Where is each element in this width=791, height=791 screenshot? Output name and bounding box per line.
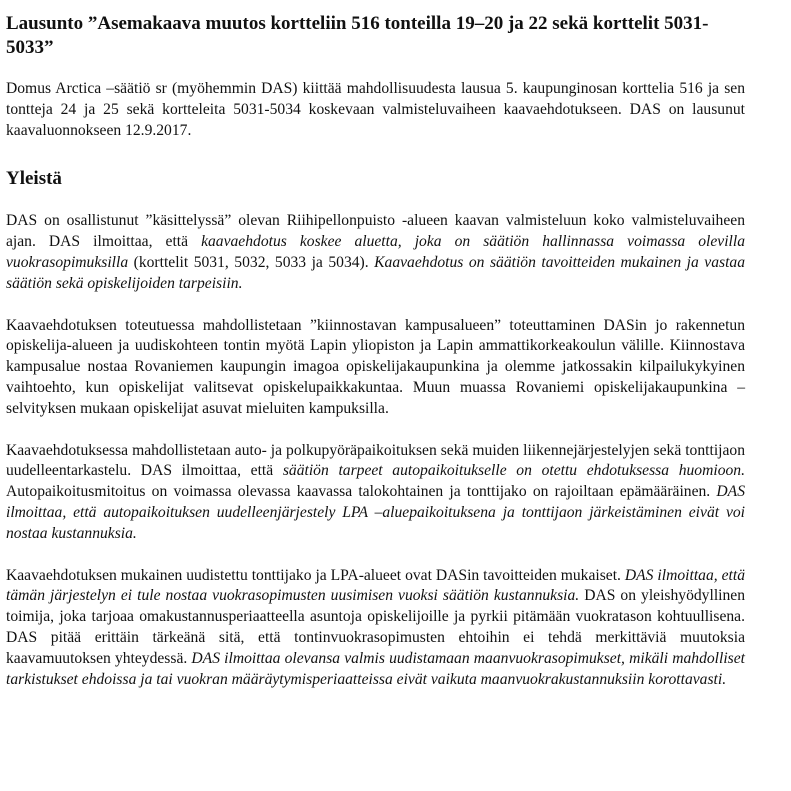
paragraph-4-text-c: DAS on yleishyödyllinen toimija, joka tarjoaa omakustannusperiaatteella asuntoja opiskelijoille ja pyrkii pitämään vuokratason kohtuullisena. DAS pitää erittäin tärkeänä sitä, että tontinvuokrasopimusten ehtoihin ei tehdä merkittäviä muutoksia kaavamuutoksen yhteydessä. [6,587,745,667]
paragraph-3-italic-b: säätiön tarpeet autopaikoitukselle on otettu ehdotuksessa huomioon. [282,462,745,480]
paragraph-1-text-a: DAS on osallistunut ”käsittelyssä” olevan Riihipellonpuisto -alueen kaavan valmisteluun koko valmisteluvaiheen ajan. DAS ilmoittaa, että [6,212,745,251]
paragraph-3-text-c: Autopaikoitusmitoitus on voimassa olevassa kaavassa talokohtainen ja tonttijako on rajoiltaan epämääräinen. [6,483,717,501]
paragraph-3-italic-d: DAS ilmoittaa, että autopaikoituksen uudelleenjärjestely LPA –aluepaikoituksena ja tonttijaon järkeistäminen eivät voi nostaa kustannuksia. [6,483,745,542]
paragraph-4 [6,566,745,691]
document-title: Lausunto ”Asemakaava muutos kortteliin 516 tonteilla 19–20 ja 22 sekä korttelit 5031-5033” [6,13,709,58]
paragraph-3-text-a: Kaavaehdotuksessa mahdollistetaan auto- ja polkupyöräpaikoituksen sekä muiden liikennejärjestelyjen sekä tonttijaon uudelleentarkastelu. DAS ilmoittaa, että [6,441,745,480]
paragraph-4-text-a: Kaavaehdotuksen mukainen uudistettu tonttijako ja LPA-alueet ovat DASin tavoitteiden mukaiset. [6,566,625,584]
paragraph-1-text-c: (korttelit 5031, 5032, 5033 ja 5034). [128,253,375,271]
paragraph-1-italic-d: Kaavaehdotus on säätiön tavoitteiden mukainen ja vastaa säätiön sekä opiskelijoiden tarpeisiin. [6,253,745,292]
paragraph-3 [6,441,745,545]
paragraph-1 [6,211,745,294]
paragraph-4-italic-d: DAS ilmoittaa olevansa valmis uudistamaan maanvuokrasopimukset, mikäli mahdolliset tarkistukset ehdoissa ja tai vuokran määräytymisperiaatteissa eivät vaikuta maanvuokrakustannuksiin korottavasti. [6,649,745,688]
section-heading: Yleistä [6,168,62,190]
paragraph-2: Kaavaehdotuksen toteutuessa mahdollistetaan ”kiinnostavan kampusalueen” toteuttaminen DASin jo rakennetun opiskelija-alueen ja uudiskohteen tontin myötä Lapin yliopiston ja Lapin ammattikorkeakoulun välille. Kiinnostava kampusalue nostaa Rovaniemen kaupungin imagoa opiskelijakaupunkina ja olemme jatkossakin kilpailukykyinen vaihtoehto, kun opiskelijat valitsevat opiskelupaikkakuntaa. Muun muassa Rovaniemi opiskelijakaupunkina –selvityksen mukaan opiskelijat asuvat mieluiten kampuksilla. [6,316,745,417]
paragraph-1-italic-b: kaavaehdotus koskee aluetta, joka on säätiön hallinnassa voimassa olevilla vuokrasopimuksilla [6,233,745,271]
intro-paragraph: Domus Arctica –säätiö sr (myöhemmin DAS) kiittää mahdollisuudesta lausua 5. kaupunginosan korttelia 516 ja sen tontteja 24 ja 25 sekä kortteleita 5031-5034 koskevaan valmisteluvaiheen kaavaehdotukseen. DAS on lausunut kaavaluonnokseen 12.9.2017. [6,80,745,139]
paragraph-4-italic-b: DAS ilmoittaa, että tämän järjestelyn ei tule nostaa vuokrasopimusten uusimisen vuoksi säätiön kustannuksia. [6,566,745,605]
